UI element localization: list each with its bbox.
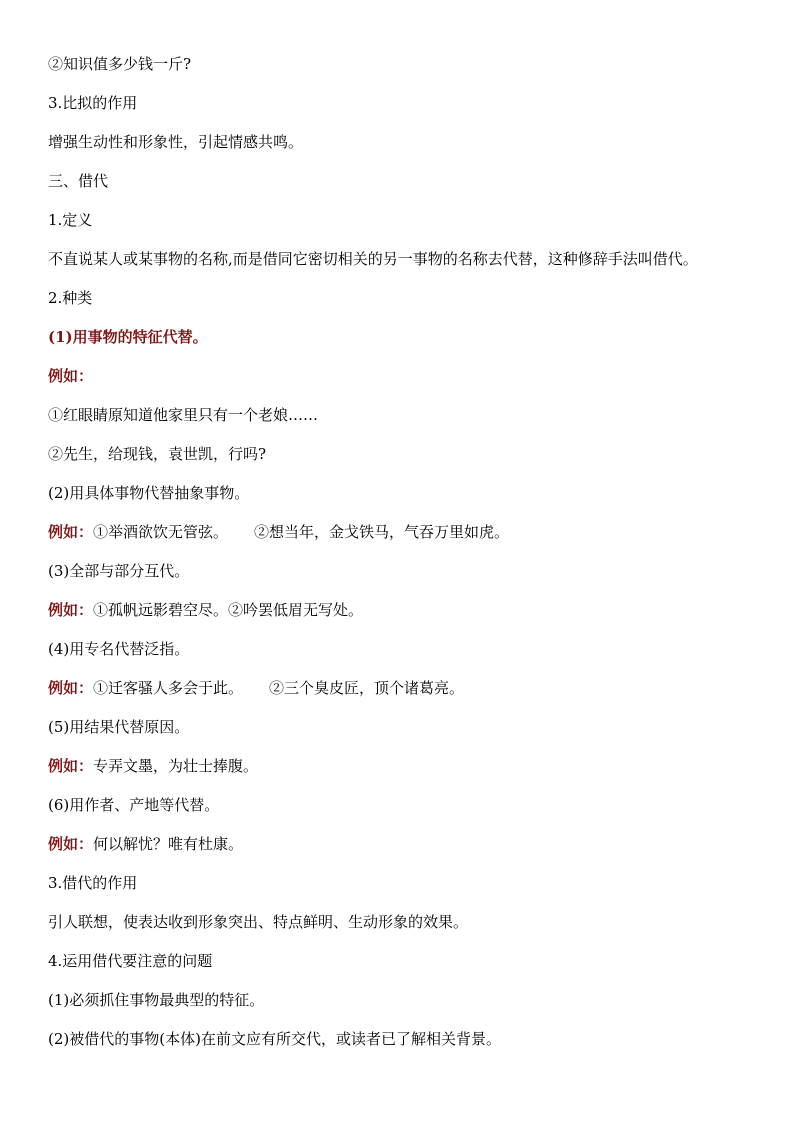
example-line — [48, 600, 363, 620]
example-line — [48, 756, 258, 776]
text-line: 不直说某人或某事物的名称,而是借同它密切相关的另一事物的名称去代替，这种修辞手法叫借代。 — [48, 250, 698, 268]
text-line: 增强生动性和形象性，引起情感共鸣。 — [48, 133, 304, 151]
example-label: 例如： — [48, 367, 94, 385]
example-label: 例如： — [48, 679, 94, 697]
text-line: ②知识值多少钱一斤? — [48, 55, 192, 73]
example-line — [48, 522, 509, 542]
example-label: 例如： — [48, 601, 94, 619]
text-line: (1)必须抓住事物最典型的特征。 — [48, 991, 265, 1009]
example-line: ②先生，给现钱，袁世凯，行吗? — [48, 445, 267, 463]
example-text: ②三个臭皮匠，顶个诸葛亮。 — [269, 679, 465, 697]
category-heading: (5)用结果代替原因。 — [48, 718, 190, 736]
subheading: 1.定义 — [48, 211, 93, 229]
example-text: ①迁客骚人多会于此。 — [93, 679, 244, 697]
example-line: ①红眼睛原知道他家里只有一个老娘…… — [48, 406, 319, 424]
category-heading: (4)用专名代替泛指。 — [48, 640, 190, 658]
example-text: ①孤帆远影碧空尽。②吟罢低眉无写处。 — [93, 601, 364, 619]
subheading: 4.运用借代要注意的问题 — [48, 952, 213, 970]
subheading: 2.种类 — [48, 289, 93, 307]
example-label: 例如： — [48, 835, 94, 853]
text-line: 引人联想，使表达收到形象突出、特点鲜明、生动形象的效果。 — [48, 913, 469, 931]
example-text: 何以解忧？唯有杜康。 — [93, 835, 244, 853]
text-line: (2)被借代的事物(本体)在前文应有所交代，或读者已了解相关背景。 — [48, 1030, 501, 1048]
example-line — [48, 678, 464, 698]
example-label: 例如： — [48, 523, 94, 541]
example-line — [48, 834, 243, 854]
category-heading: (2)用具体事物代替抽象事物。 — [48, 484, 250, 502]
section-heading: 三、借代 — [48, 172, 109, 190]
category-heading: (3)全部与部分互代。 — [48, 562, 190, 580]
example-text: ①举酒欲饮无管弦。 — [93, 523, 229, 541]
example-text: ②想当年，金戈铁马，气吞万里如虎。 — [254, 523, 510, 541]
subheading: 3.比拟的作用 — [48, 94, 138, 112]
subheading: 3.借代的作用 — [48, 874, 138, 892]
example-text: 专弄文墨，为壮士捧腹。 — [93, 757, 259, 775]
category-heading: (1)用事物的特征代替。 — [48, 328, 208, 346]
category-heading: (6)用作者、产地等代替。 — [48, 796, 220, 814]
example-label: 例如： — [48, 757, 94, 775]
